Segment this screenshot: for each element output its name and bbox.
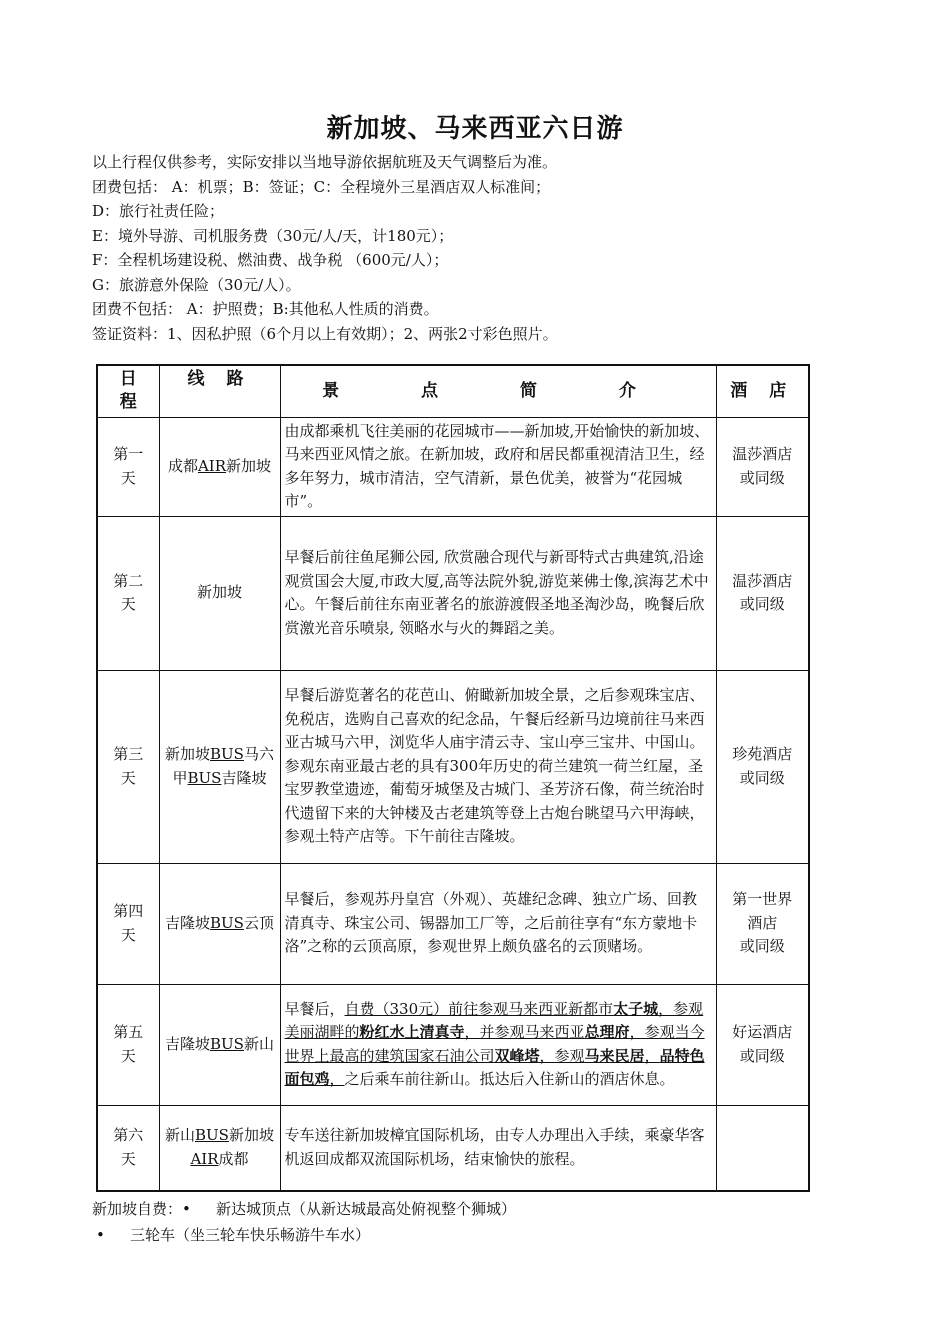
hotel-cell — [716, 1105, 809, 1191]
page-title: 新加坡、马来西亚六日游 — [326, 114, 624, 144]
header-route: 线 路 — [159, 365, 280, 417]
bullet-icon: • — [96, 1226, 105, 1244]
description-cell: 早餐后，参观苏丹皇宫（外观）、英雄纪念碑、独立广场、回教清真寺、珠宝公司、锡器加工厂等，之后前往享有“东方蒙地卡洛”之称的云顶高原，参观世界上颇负盛名的云顶赌场。 — [280, 863, 716, 984]
day-cell: 第二 天 — [97, 516, 159, 670]
day-cell: 第四 天 — [97, 863, 159, 984]
intro-line: 团费不包括： A：护照费；B:其他私人性质的消费。 — [92, 300, 439, 318]
table-row — [97, 984, 809, 1105]
intro-notes — [92, 150, 852, 346]
route-cell: 新山BUS新加坡 AIR成都 — [159, 1105, 280, 1191]
day-cell: 第六 天 — [97, 1105, 159, 1191]
optional-item: 三轮车（坐三轮车快乐畅游牛车水） — [130, 1226, 371, 1244]
table-row — [97, 417, 809, 516]
optional-expenses-label: 新加坡自费： — [92, 1200, 183, 1218]
itinerary-table — [96, 364, 810, 1192]
header-hotel: 酒 店 — [716, 365, 809, 417]
day-cell: 第一 天 — [97, 417, 159, 516]
table-row — [97, 516, 809, 670]
header-day: 日 程 — [97, 365, 159, 417]
route-cell: 吉隆坡BUS云顶 — [159, 863, 280, 984]
table-row — [97, 863, 809, 984]
description-cell: 早餐后游览著名的花芭山、俯瞰新加坡全景，之后参观珠宝店、免税店，选购自己喜欢的纪念品，午餐后经新马边境前往马来西亚古城马六甲，浏览华人庙宇清云寺、宝山亭三宝井、中国山。参观东南亚最古老的具有300年历史的荷兰建筑一荷兰红屋，圣宝罗教堂遗迹，葡萄牙城堡及古城门、圣芳济石像，荷兰统治时代遗留下来的大钟楼及古老建筑等登上古炮台眺望马六甲海峡，参观土特产店等。下午前往吉隆坡。 — [280, 670, 716, 863]
description-cell: 由成都乘机飞往美丽的花园城市——新加坡,开始愉快的新加坡、马来西亚风情之旅。在新加坡，政府和居民都重视清洁卫生，经多年努力，城市清洁，空气清新，景色优美，被誉为“花园城市”。 — [280, 417, 716, 516]
hotel-cell: 好运酒店 或同级 — [716, 984, 809, 1105]
description-cell: 早餐后，自费（330元）前往参观马来西亚新都市太子城，参观美丽湖畔的粉红水上清真寺，并参观马来西亚总理府，参观当今世界上最高的建筑国家石油公司双峰塔，参观马来民居，品特色面包鸡，之后乘车前往新山。抵达后入住新山的酒店休息。 — [280, 984, 716, 1105]
intro-line: D：旅行社责任险； — [92, 202, 225, 220]
bullet-icon: • — [182, 1200, 191, 1218]
route-cell: 吉隆坡BUS新山 — [159, 984, 280, 1105]
description-cell: 早餐后前往鱼尾狮公园, 欣赏融合现代与新哥特式古典建筑,沿途观赏国会大厦,市政大厦,高等法院外貌,游览莱佛士像,滨海艺术中心。午餐后前往东南亚著名的旅游渡假圣地圣淘沙岛，晚餐后欣赏激光音乐喷泉, 领略水与火的舞蹈之美。 — [280, 516, 716, 670]
table-row — [97, 670, 809, 863]
hotel-cell: 温莎酒店 或同级 — [716, 516, 809, 670]
optional-expenses-line-2 — [96, 1222, 370, 1248]
optional-item: 新达城顶点（从新达城最高处俯视整个狮城） — [216, 1200, 517, 1218]
table-row — [97, 1105, 809, 1191]
day-cell: 第五 天 — [97, 984, 159, 1105]
route-cell: 成都AIR新加坡 — [159, 417, 280, 516]
intro-line: F：全程机场建设税、燃油费、战争税 （600元/人）； — [92, 251, 449, 269]
intro-line: E：境外导游、司机服务费（30元/人/天，计180元）； — [92, 226, 454, 245]
hotel-cell: 第一世界 酒店 或同级 — [716, 863, 809, 984]
day-cell: 第三 天 — [97, 670, 159, 863]
optional-expenses — [92, 1196, 516, 1222]
intro-line: 以上行程仅供参考，实际安排以当地导游依据航班及天气调整后为准。 — [92, 153, 558, 171]
header-desc: 景 点 简 介 — [280, 365, 716, 417]
hotel-cell: 温莎酒店 或同级 — [716, 417, 809, 516]
hotel-cell: 珍苑酒店 或同级 — [716, 670, 809, 863]
route-cell: 新加坡BUS马六甲BUS吉隆坡 — [159, 670, 280, 863]
intro-line: 签证资料：1、因私护照（6个月以上有效期）；2、两张2寸彩色照片。 — [92, 324, 558, 343]
table-header-row — [97, 365, 809, 417]
intro-line: 团费包括： A：机票；B：签证；C：全程境外三星酒店双人标准间； — [92, 177, 551, 196]
intro-line: G：旅游意外保险（30元/人）。 — [92, 275, 301, 294]
description-cell: 专车送往新加坡樟宜国际机场，由专人办理出入手续，乘豪华客机返回成都双流国际机场，结束愉快的旅程。 — [280, 1105, 716, 1191]
route-cell: 新加坡 — [159, 516, 280, 670]
